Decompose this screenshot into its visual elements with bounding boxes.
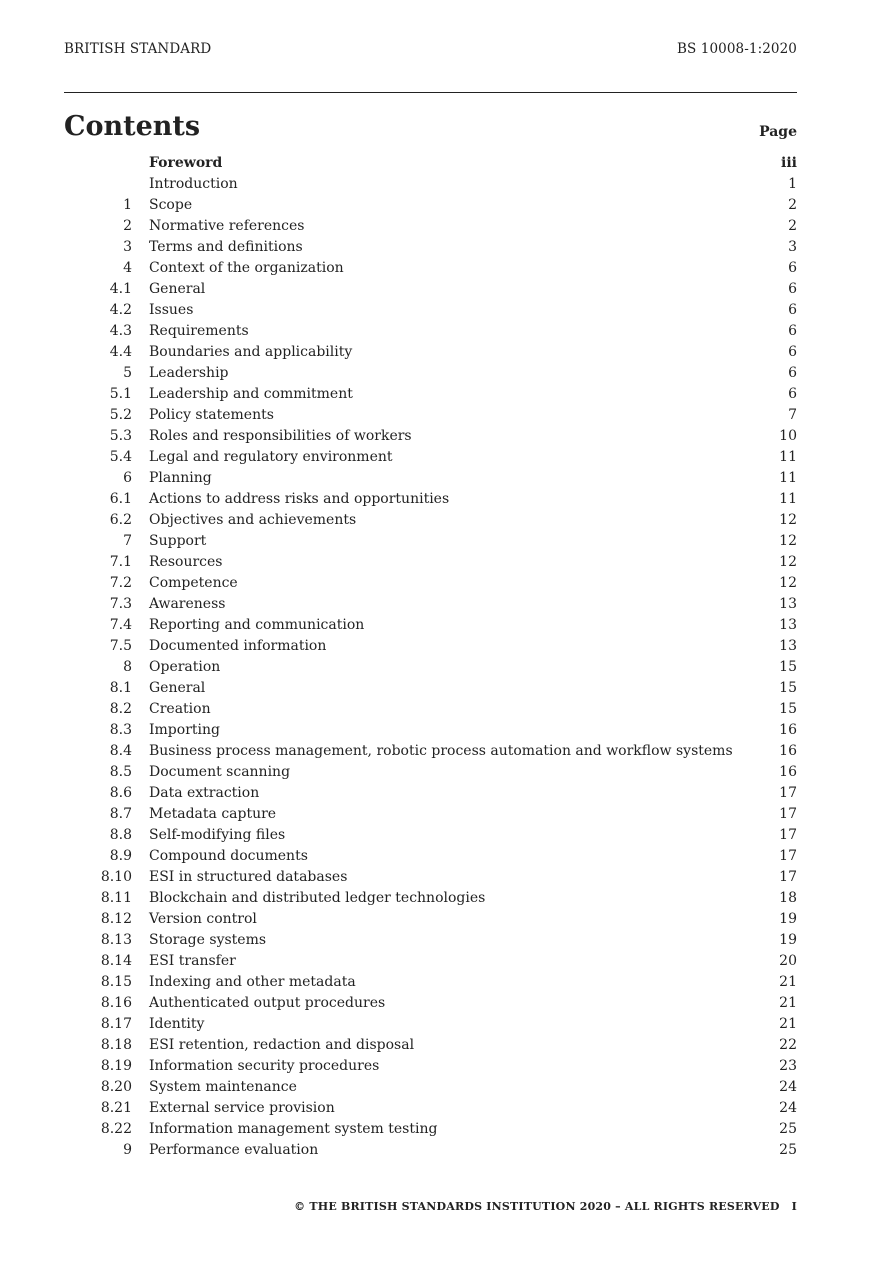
toc-entry-number: 6.1 bbox=[109, 491, 132, 507]
toc-entry[interactable] bbox=[64, 804, 797, 825]
toc-entry-page: 21 bbox=[779, 974, 797, 990]
toc-entry-page: 15 bbox=[779, 680, 797, 696]
toc-entry-number: 6.2 bbox=[109, 512, 132, 528]
toc-entry[interactable] bbox=[64, 1119, 797, 1140]
toc-entry-label: Blockchain and distributed ledger technologies bbox=[149, 890, 486, 906]
toc-entry-label: Business process management, robotic process automation and workflow systems bbox=[149, 743, 733, 759]
toc-entry-label: ESI retention, redaction and disposal bbox=[149, 1037, 415, 1053]
toc-entry[interactable] bbox=[64, 447, 797, 468]
page-title: Contents bbox=[64, 111, 201, 142]
toc-entry[interactable] bbox=[64, 153, 797, 174]
toc-entry-label: Indexing and other metadata bbox=[149, 974, 356, 990]
toc-entry-page: 6 bbox=[788, 302, 797, 318]
toc-entry[interactable] bbox=[64, 405, 797, 426]
toc-entry-label: Requirements bbox=[149, 323, 249, 339]
toc-entry[interactable] bbox=[64, 237, 797, 258]
toc-entry-page: 2 bbox=[788, 218, 797, 234]
toc-entry[interactable] bbox=[64, 783, 797, 804]
toc-entry-label: Self-modifying files bbox=[149, 827, 286, 843]
toc-entry-label: Documented information bbox=[149, 638, 327, 654]
toc-entry[interactable] bbox=[64, 573, 797, 594]
toc-entry-number: 2 bbox=[123, 218, 132, 234]
toc-entry[interactable] bbox=[64, 552, 797, 573]
toc-entry-page: 16 bbox=[779, 764, 797, 780]
toc-entry[interactable] bbox=[64, 741, 797, 762]
toc-entry-page: 15 bbox=[779, 701, 797, 717]
toc-entry-page: 19 bbox=[779, 911, 797, 927]
toc-entry-page: 23 bbox=[779, 1058, 797, 1074]
toc-entry-page: 1 bbox=[788, 176, 797, 192]
toc-entry-page: 6 bbox=[788, 323, 797, 339]
toc-entry-label: Actions to address risks and opportunities bbox=[149, 491, 450, 507]
toc-entry[interactable] bbox=[64, 1035, 797, 1056]
toc-entry-number: 8.5 bbox=[109, 764, 132, 780]
toc-entry[interactable] bbox=[64, 846, 797, 867]
toc-entry-label: Leadership and commitment bbox=[149, 386, 353, 402]
toc-entry-number: 1 bbox=[123, 197, 132, 213]
toc-entry-number: 4.3 bbox=[109, 323, 132, 339]
toc-entry-page: 17 bbox=[779, 785, 797, 801]
toc-entry[interactable] bbox=[64, 279, 797, 300]
toc-entry[interactable] bbox=[64, 489, 797, 510]
toc-entry[interactable] bbox=[64, 216, 797, 237]
toc-entry-number: 8.17 bbox=[100, 1016, 132, 1032]
contents-heading-row bbox=[64, 112, 797, 142]
toc-entry[interactable] bbox=[64, 888, 797, 909]
toc-entry-label: Planning bbox=[149, 470, 212, 486]
toc-entry-page: 16 bbox=[779, 743, 797, 759]
toc-entry[interactable] bbox=[64, 363, 797, 384]
header-left: BRITISH STANDARD bbox=[64, 41, 212, 57]
toc-entry-label: Awareness bbox=[149, 596, 226, 612]
toc-entry-label: Roles and responsibilities of workers bbox=[149, 428, 412, 444]
toc-entry-page: 2 bbox=[788, 197, 797, 213]
toc-entry-label: Terms and definitions bbox=[149, 239, 303, 255]
toc-entry[interactable] bbox=[64, 972, 797, 993]
toc-entry-page: 13 bbox=[779, 617, 797, 633]
toc-entry[interactable] bbox=[64, 1140, 797, 1161]
toc-entry-page: 15 bbox=[779, 659, 797, 675]
toc-entry-label: Compound documents bbox=[149, 848, 308, 864]
toc-entry[interactable] bbox=[64, 510, 797, 531]
toc-entry-number: 8.20 bbox=[100, 1079, 132, 1095]
toc-entry-page: 10 bbox=[779, 428, 797, 444]
toc-entry-number: 8 bbox=[123, 659, 132, 675]
toc-entry[interactable] bbox=[64, 930, 797, 951]
toc-entry-page: 13 bbox=[779, 596, 797, 612]
toc-entry-page: 18 bbox=[779, 890, 797, 906]
toc-entry-number: 8.18 bbox=[100, 1037, 132, 1053]
toc-entry-label: Identity bbox=[149, 1016, 205, 1032]
toc-entry-number: 8.4 bbox=[109, 743, 132, 759]
toc-entry-page: 7 bbox=[788, 407, 797, 423]
toc-entry-number: 8.22 bbox=[100, 1121, 132, 1137]
toc-entry[interactable] bbox=[64, 468, 797, 489]
toc-entry-label: ESI in structured databases bbox=[149, 869, 348, 885]
toc-entry-label: Competence bbox=[149, 575, 238, 591]
toc-entry-page: 17 bbox=[779, 848, 797, 864]
toc-entry-label: Performance evaluation bbox=[149, 1142, 319, 1158]
toc-entry-page: 12 bbox=[779, 575, 797, 591]
toc-entry-number: 5.3 bbox=[109, 428, 132, 444]
toc-entry[interactable] bbox=[64, 636, 797, 657]
toc-entry-label: Context of the organization bbox=[149, 260, 344, 276]
toc-entry[interactable] bbox=[64, 384, 797, 405]
toc-entry[interactable] bbox=[64, 993, 797, 1014]
toc-entry-number: 5.2 bbox=[109, 407, 132, 423]
toc-entry-page: 17 bbox=[779, 827, 797, 843]
toc-entry-number: 7.4 bbox=[109, 617, 132, 633]
toc-entry[interactable] bbox=[64, 594, 797, 615]
toc-entry-label: Resources bbox=[149, 554, 223, 570]
toc-entry-label: Authenticated output procedures bbox=[149, 995, 386, 1011]
toc-entry-page: 11 bbox=[779, 449, 797, 465]
toc-entry[interactable] bbox=[64, 1014, 797, 1035]
toc-entry-label: Document scanning bbox=[149, 764, 291, 780]
toc-entry-label: External service provision bbox=[149, 1100, 335, 1116]
toc-entry-page: 25 bbox=[779, 1142, 797, 1158]
toc-entry-number: 8.8 bbox=[109, 827, 132, 843]
toc-entry-label: Foreword bbox=[149, 155, 223, 171]
toc-entry-number: 8.13 bbox=[100, 932, 132, 948]
toc-entry-page: 22 bbox=[779, 1037, 797, 1053]
toc-entry[interactable] bbox=[64, 699, 797, 720]
toc-entry-number: 8.15 bbox=[100, 974, 132, 990]
toc-entry[interactable] bbox=[64, 720, 797, 741]
toc-entry[interactable] bbox=[64, 657, 797, 678]
page-footer bbox=[294, 1200, 797, 1213]
toc-entry[interactable] bbox=[64, 1098, 797, 1119]
toc-entry-label: Creation bbox=[149, 701, 211, 717]
toc-entry-number: 4 bbox=[123, 260, 132, 276]
toc-entry[interactable] bbox=[64, 321, 797, 342]
toc-entry-number: 4.1 bbox=[109, 281, 132, 297]
toc-entry-label: Data extraction bbox=[149, 785, 260, 801]
toc-entry-label: Objectives and achievements bbox=[149, 512, 357, 528]
toc-entry-number: 8.6 bbox=[109, 785, 132, 801]
toc-entry-label: Leadership bbox=[149, 365, 229, 381]
toc-entry-label: General bbox=[149, 680, 206, 696]
toc-entry-number: 8.1 bbox=[109, 680, 132, 696]
toc-entry-label: Reporting and communication bbox=[149, 617, 365, 633]
toc-entry-label: Legal and regulatory environment bbox=[149, 449, 393, 465]
toc-entry-number: 8.9 bbox=[109, 848, 132, 864]
toc-entry-label: Issues bbox=[149, 302, 194, 318]
running-header bbox=[64, 41, 797, 57]
toc-entry-page: 6 bbox=[788, 281, 797, 297]
toc-entry[interactable] bbox=[64, 1077, 797, 1098]
toc-entry-number: 4.2 bbox=[109, 302, 132, 318]
toc-entry-number: 3 bbox=[123, 239, 132, 255]
toc-entry-page: 17 bbox=[779, 806, 797, 822]
toc-entry[interactable] bbox=[64, 825, 797, 846]
toc-entry-page: iii bbox=[781, 155, 797, 171]
toc-entry-number: 5.4 bbox=[109, 449, 132, 465]
toc-entry-number: 7.2 bbox=[109, 575, 132, 591]
toc-entry-page: 24 bbox=[779, 1100, 797, 1116]
toc-entry-page: 11 bbox=[779, 491, 797, 507]
toc-entry-page: 21 bbox=[779, 995, 797, 1011]
toc-entry-page: 25 bbox=[779, 1121, 797, 1137]
toc-entry-label: Operation bbox=[149, 659, 221, 675]
toc-entry-label: Metadata capture bbox=[149, 806, 277, 822]
toc-entry-number: 8.14 bbox=[100, 953, 132, 969]
toc-entry-number: 8.10 bbox=[100, 869, 132, 885]
header-rule bbox=[64, 92, 797, 93]
page-column-label: Page bbox=[759, 124, 797, 140]
toc-entry-label: Introduction bbox=[149, 176, 238, 192]
toc-entry-number: 7 bbox=[123, 533, 132, 549]
toc-entry-page: 3 bbox=[788, 239, 797, 255]
toc-entry[interactable] bbox=[64, 342, 797, 363]
toc-entry[interactable] bbox=[64, 531, 797, 552]
toc-entry[interactable] bbox=[64, 174, 797, 195]
toc-entry[interactable] bbox=[64, 426, 797, 447]
toc-entry-number: 6 bbox=[123, 470, 132, 486]
toc-entry-page: 12 bbox=[779, 554, 797, 570]
footer-page-number: I bbox=[791, 1200, 797, 1213]
toc-entry-number: 5 bbox=[123, 365, 132, 381]
toc-entry-number: 8.7 bbox=[109, 806, 132, 822]
toc-entry-number: 8.11 bbox=[100, 890, 132, 906]
toc-entry[interactable] bbox=[64, 1056, 797, 1077]
toc-entry-page: 6 bbox=[788, 386, 797, 402]
toc-entry-page: 12 bbox=[779, 512, 797, 528]
toc-entry-number: 8.19 bbox=[100, 1058, 132, 1074]
toc-entry[interactable] bbox=[64, 300, 797, 321]
toc-entry-page: 6 bbox=[788, 344, 797, 360]
toc-entry-label: Normative references bbox=[149, 218, 305, 234]
toc-entry-number: 5.1 bbox=[109, 386, 132, 402]
toc-entry-label: System maintenance bbox=[149, 1079, 297, 1095]
toc-entry[interactable] bbox=[64, 195, 797, 216]
toc-entry-page: 16 bbox=[779, 722, 797, 738]
toc-entry[interactable] bbox=[64, 678, 797, 699]
toc-entry-label: Support bbox=[149, 533, 207, 549]
toc-entry[interactable] bbox=[64, 951, 797, 972]
toc-entry-number: 8.2 bbox=[109, 701, 132, 717]
toc-entry-page: 13 bbox=[779, 638, 797, 654]
toc-entry-label: Boundaries and applicability bbox=[149, 344, 353, 360]
toc-entry-number: 4.4 bbox=[109, 344, 132, 360]
toc-entry-page: 17 bbox=[779, 869, 797, 885]
header-right: BS 10008-1:2020 bbox=[677, 41, 797, 57]
toc-entry-number: 7.1 bbox=[109, 554, 132, 570]
toc-entry-label: Importing bbox=[149, 722, 220, 738]
toc-entry-number: 7.5 bbox=[109, 638, 132, 654]
toc-entry-label: Policy statements bbox=[149, 407, 274, 423]
toc-entry-number: 8.16 bbox=[100, 995, 132, 1011]
toc-entry-page: 6 bbox=[788, 260, 797, 276]
toc-entry-number: 8.12 bbox=[100, 911, 132, 927]
toc-entry-number: 9 bbox=[123, 1142, 132, 1158]
toc-entry-label: ESI transfer bbox=[149, 953, 236, 969]
toc-entry-page: 20 bbox=[779, 953, 797, 969]
toc-entry-page: 19 bbox=[779, 932, 797, 948]
toc-entry-page: 12 bbox=[779, 533, 797, 549]
toc-entry-number: 8.3 bbox=[109, 722, 132, 738]
toc-entry-label: Version control bbox=[149, 911, 257, 927]
toc-entry-page: 24 bbox=[779, 1079, 797, 1095]
toc-entry-page: 11 bbox=[779, 470, 797, 486]
toc-entry[interactable] bbox=[64, 615, 797, 636]
toc-entry[interactable] bbox=[64, 258, 797, 279]
table-of-contents bbox=[64, 153, 797, 1161]
toc-entry-number: 7.3 bbox=[109, 596, 132, 612]
footer-copyright: © THE BRITISH STANDARDS INSTITUTION 2020 – ALL RIGHTS RESERVED bbox=[294, 1200, 780, 1213]
toc-entry[interactable] bbox=[64, 762, 797, 783]
toc-entry-label: General bbox=[149, 281, 206, 297]
toc-entry-label: Scope bbox=[149, 197, 193, 213]
toc-entry-label: Information management system testing bbox=[149, 1121, 438, 1137]
toc-entry[interactable] bbox=[64, 909, 797, 930]
toc-entry-label: Information security procedures bbox=[149, 1058, 380, 1074]
toc-entry-number: 8.21 bbox=[100, 1100, 132, 1116]
toc-entry-page: 21 bbox=[779, 1016, 797, 1032]
toc-entry-label: Storage systems bbox=[149, 932, 267, 948]
toc-entry-page: 6 bbox=[788, 365, 797, 381]
toc-entry[interactable] bbox=[64, 867, 797, 888]
